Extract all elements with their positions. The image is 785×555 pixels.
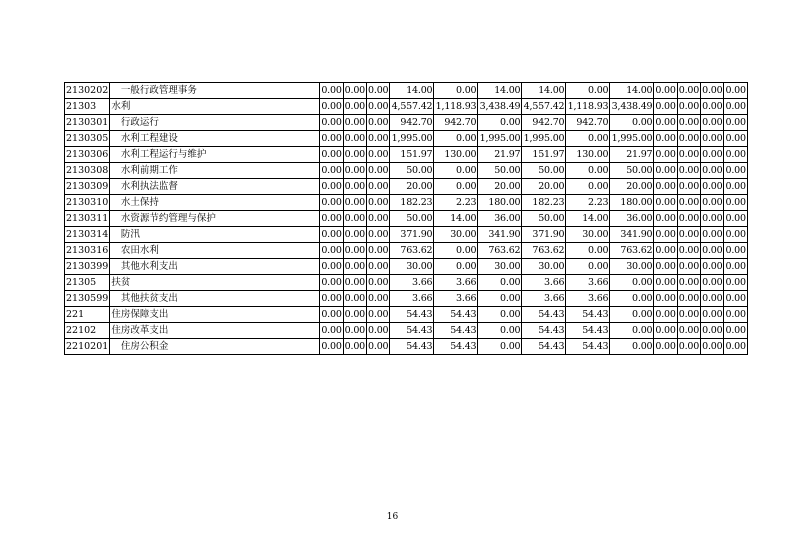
account-name-cell: 行政运行: [110, 115, 320, 131]
amount-cell: 0.00: [701, 291, 724, 307]
amount-cell: 0.00: [343, 147, 366, 163]
amount-cell: 0.00: [724, 83, 747, 99]
amount-cell: 0.00: [724, 179, 747, 195]
account-code-cell: 2130301: [65, 115, 110, 131]
amount-cell: 30.00: [522, 259, 566, 275]
amount-cell: 54.43: [522, 307, 566, 323]
amount-cell: 0.00: [701, 99, 724, 115]
amount-cell: 0.00: [343, 99, 366, 115]
amount-cell: 50.00: [478, 163, 522, 179]
account-name-cell: 其他扶贫支出: [110, 291, 320, 307]
amount-cell: 371.90: [390, 227, 434, 243]
account-code-cell: 2130314: [65, 227, 110, 243]
table-row: [65, 163, 748, 179]
amount-cell: 0.00: [724, 291, 747, 307]
amount-cell: 0.00: [367, 115, 390, 131]
amount-cell: 0.00: [701, 163, 724, 179]
table-row: [65, 291, 748, 307]
amount-cell: 0.00: [654, 163, 677, 179]
amount-cell: 0.00: [478, 307, 522, 323]
account-code-cell: 2130308: [65, 163, 110, 179]
amount-cell: 0.00: [434, 83, 478, 99]
amount-cell: 30.00: [434, 227, 478, 243]
amount-cell: 3.66: [566, 291, 610, 307]
amount-cell: 0.00: [677, 99, 700, 115]
amount-cell: 0.00: [677, 115, 700, 131]
amount-cell: 0.00: [320, 339, 343, 355]
amount-cell: 0.00: [320, 179, 343, 195]
amount-cell: 0.00: [677, 83, 700, 99]
amount-cell: 0.00: [724, 227, 747, 243]
amount-cell: 182.23: [522, 195, 566, 211]
amount-cell: 14.00: [566, 211, 610, 227]
account-code-cell: 21305: [65, 275, 110, 291]
amount-cell: 14.00: [478, 83, 522, 99]
amount-cell: 50.00: [390, 211, 434, 227]
amount-cell: 4,557.42: [390, 99, 434, 115]
amount-cell: 763.62: [522, 243, 566, 259]
account-name-cell: 住房改革支出: [110, 323, 320, 339]
amount-cell: 0.00: [367, 211, 390, 227]
amount-cell: 0.00: [367, 339, 390, 355]
amount-cell: 0.00: [478, 339, 522, 355]
amount-cell: 0.00: [478, 115, 522, 131]
amount-cell: 0.00: [724, 275, 747, 291]
amount-cell: 0.00: [701, 195, 724, 211]
amount-cell: 0.00: [677, 243, 700, 259]
amount-cell: 0.00: [320, 323, 343, 339]
amount-cell: 54.43: [434, 323, 478, 339]
amount-cell: 1,118.93: [566, 99, 610, 115]
amount-cell: 0.00: [320, 275, 343, 291]
amount-cell: 0.00: [677, 291, 700, 307]
amount-cell: 0.00: [320, 131, 343, 147]
amount-cell: 1,995.00: [610, 131, 654, 147]
amount-cell: 0.00: [677, 339, 700, 355]
account-code-cell: 2130306: [65, 147, 110, 163]
amount-cell: 0.00: [320, 259, 343, 275]
amount-cell: 0.00: [343, 323, 366, 339]
amount-cell: 0.00: [677, 131, 700, 147]
amount-cell: 21.97: [478, 147, 522, 163]
amount-cell: 0.00: [724, 339, 747, 355]
amount-cell: 0.00: [343, 195, 366, 211]
amount-cell: 0.00: [343, 179, 366, 195]
amount-cell: 3.66: [390, 275, 434, 291]
account-code-cell: 2130316: [65, 243, 110, 259]
amount-cell: 0.00: [367, 227, 390, 243]
amount-cell: 0.00: [434, 259, 478, 275]
account-name-cell: 防汛: [110, 227, 320, 243]
amount-cell: 0.00: [320, 211, 343, 227]
account-name-cell: 水利前期工作: [110, 163, 320, 179]
amount-cell: 0.00: [478, 275, 522, 291]
amount-cell: 3.66: [522, 291, 566, 307]
amount-cell: 0.00: [434, 131, 478, 147]
amount-cell: 0.00: [654, 227, 677, 243]
table-row: [65, 339, 748, 355]
account-code-cell: 2130309: [65, 179, 110, 195]
amount-cell: 0.00: [367, 163, 390, 179]
account-name-cell: 其他水利支出: [110, 259, 320, 275]
amount-cell: 36.00: [610, 211, 654, 227]
amount-cell: 0.00: [654, 83, 677, 99]
table-row: [65, 243, 748, 259]
amount-cell: 0.00: [610, 323, 654, 339]
amount-cell: 0.00: [610, 275, 654, 291]
amount-cell: 50.00: [522, 211, 566, 227]
amount-cell: 0.00: [701, 323, 724, 339]
amount-cell: 0.00: [677, 227, 700, 243]
account-name-cell: 住房公积金: [110, 339, 320, 355]
amount-cell: 0.00: [566, 83, 610, 99]
amount-cell: 0.00: [701, 275, 724, 291]
account-code-cell: 21303: [65, 99, 110, 115]
amount-cell: 0.00: [654, 195, 677, 211]
amount-cell: 341.90: [478, 227, 522, 243]
amount-cell: 3.66: [434, 275, 478, 291]
amount-cell: 0.00: [478, 323, 522, 339]
amount-cell: 0.00: [701, 83, 724, 99]
table-row: [65, 179, 748, 195]
amount-cell: 0.00: [367, 291, 390, 307]
amount-cell: 0.00: [367, 243, 390, 259]
amount-cell: 0.00: [724, 259, 747, 275]
account-name-cell: 住房保障支出: [110, 307, 320, 323]
amount-cell: 0.00: [701, 243, 724, 259]
amount-cell: 0.00: [320, 227, 343, 243]
amount-cell: 0.00: [343, 131, 366, 147]
amount-cell: 0.00: [654, 259, 677, 275]
amount-cell: 54.43: [522, 339, 566, 355]
account-code-cell: 2130310: [65, 195, 110, 211]
amount-cell: 30.00: [478, 259, 522, 275]
amount-cell: 0.00: [654, 323, 677, 339]
amount-cell: 0.00: [320, 307, 343, 323]
amount-cell: 0.00: [701, 259, 724, 275]
amount-cell: 1,995.00: [522, 131, 566, 147]
amount-cell: 763.62: [478, 243, 522, 259]
account-code-cell: 2210201: [65, 339, 110, 355]
amount-cell: 942.70: [390, 115, 434, 131]
amount-cell: 0.00: [367, 323, 390, 339]
amount-cell: 0.00: [566, 259, 610, 275]
amount-cell: 54.43: [390, 323, 434, 339]
account-name-cell: 水利工程建设: [110, 131, 320, 147]
amount-cell: 0.00: [701, 147, 724, 163]
table-row: [65, 115, 748, 131]
amount-cell: 0.00: [654, 99, 677, 115]
table-row: [65, 259, 748, 275]
page-number: 16: [386, 512, 399, 522]
account-name-cell: 水利工程运行与维护: [110, 147, 320, 163]
amount-cell: 1,118.93: [434, 99, 478, 115]
amount-cell: 0.00: [320, 147, 343, 163]
amount-cell: 0.00: [677, 195, 700, 211]
amount-cell: 14.00: [390, 83, 434, 99]
amount-cell: 182.23: [390, 195, 434, 211]
amount-cell: 3.66: [434, 291, 478, 307]
amount-cell: 14.00: [434, 211, 478, 227]
amount-cell: 0.00: [343, 163, 366, 179]
account-name-cell: 水资源节约管理与保护: [110, 211, 320, 227]
account-name-cell: 水利: [110, 99, 320, 115]
amount-cell: 14.00: [610, 83, 654, 99]
amount-cell: 54.43: [566, 307, 610, 323]
amount-cell: 0.00: [654, 131, 677, 147]
amount-cell: 54.43: [566, 323, 610, 339]
amount-cell: 0.00: [320, 83, 343, 99]
amount-cell: 0.00: [610, 291, 654, 307]
amount-cell: 0.00: [343, 307, 366, 323]
amount-cell: 0.00: [677, 179, 700, 195]
amount-cell: 20.00: [478, 179, 522, 195]
amount-cell: 36.00: [478, 211, 522, 227]
amount-cell: 54.43: [434, 307, 478, 323]
amount-cell: 0.00: [320, 243, 343, 259]
amount-cell: 942.70: [434, 115, 478, 131]
amount-cell: 54.43: [390, 307, 434, 323]
amount-cell: 0.00: [724, 323, 747, 339]
amount-cell: 0.00: [654, 307, 677, 323]
amount-cell: 0.00: [654, 147, 677, 163]
amount-cell: 0.00: [343, 339, 366, 355]
amount-cell: 371.90: [522, 227, 566, 243]
amount-cell: 0.00: [343, 211, 366, 227]
amount-cell: 0.00: [654, 211, 677, 227]
amount-cell: 0.00: [701, 339, 724, 355]
table-row: [65, 275, 748, 291]
amount-cell: 0.00: [677, 211, 700, 227]
amount-cell: 50.00: [390, 163, 434, 179]
amount-cell: 0.00: [478, 291, 522, 307]
amount-cell: 0.00: [320, 99, 343, 115]
amount-cell: 130.00: [434, 147, 478, 163]
table-row: [65, 227, 748, 243]
amount-cell: 0.00: [343, 83, 366, 99]
amount-cell: 0.00: [343, 115, 366, 131]
amount-cell: 0.00: [367, 147, 390, 163]
amount-cell: 0.00: [724, 243, 747, 259]
amount-cell: 0.00: [434, 179, 478, 195]
amount-cell: 0.00: [610, 339, 654, 355]
amount-cell: 0.00: [654, 339, 677, 355]
table-row: [65, 211, 748, 227]
amount-cell: 0.00: [677, 163, 700, 179]
account-name-cell: 农田水利: [110, 243, 320, 259]
amount-cell: 0.00: [367, 195, 390, 211]
account-code-cell: 2130202: [65, 83, 110, 99]
amount-cell: 3.66: [390, 291, 434, 307]
amount-cell: 54.43: [390, 339, 434, 355]
amount-cell: 0.00: [343, 259, 366, 275]
amount-cell: 0.00: [566, 131, 610, 147]
account-code-cell: 2130305: [65, 131, 110, 147]
amount-cell: 50.00: [522, 163, 566, 179]
amount-cell: 20.00: [610, 179, 654, 195]
amount-cell: 0.00: [654, 243, 677, 259]
amount-cell: 0.00: [724, 131, 747, 147]
amount-cell: 3.66: [522, 275, 566, 291]
amount-cell: 0.00: [724, 211, 747, 227]
amount-cell: 30.00: [566, 227, 610, 243]
account-name-cell: 一般行政管理事务: [110, 83, 320, 99]
amount-cell: 30.00: [610, 259, 654, 275]
amount-cell: 0.00: [724, 307, 747, 323]
amount-cell: 0.00: [367, 275, 390, 291]
amount-cell: 0.00: [566, 243, 610, 259]
amount-cell: 54.43: [522, 323, 566, 339]
amount-cell: 942.70: [566, 115, 610, 131]
amount-cell: 0.00: [677, 275, 700, 291]
amount-cell: 0.00: [701, 115, 724, 131]
amount-cell: 0.00: [724, 147, 747, 163]
amount-cell: 0.00: [320, 195, 343, 211]
amount-cell: 763.62: [390, 243, 434, 259]
amount-cell: 0.00: [367, 131, 390, 147]
amount-cell: 0.00: [320, 115, 343, 131]
amount-cell: 341.90: [610, 227, 654, 243]
amount-cell: 0.00: [434, 163, 478, 179]
table-row: [65, 131, 748, 147]
amount-cell: 0.00: [654, 179, 677, 195]
amount-cell: 0.00: [367, 259, 390, 275]
amount-cell: 0.00: [701, 307, 724, 323]
amount-cell: 942.70: [522, 115, 566, 131]
table-row: [65, 323, 748, 339]
amount-cell: 0.00: [724, 99, 747, 115]
amount-cell: 0.00: [654, 291, 677, 307]
amount-cell: 0.00: [701, 227, 724, 243]
budget-table: [64, 82, 748, 355]
amount-cell: 0.00: [654, 275, 677, 291]
amount-cell: 0.00: [724, 115, 747, 131]
amount-cell: 54.43: [434, 339, 478, 355]
amount-cell: 0.00: [367, 307, 390, 323]
amount-cell: 3.66: [566, 275, 610, 291]
amount-cell: 0.00: [724, 195, 747, 211]
amount-cell: 0.00: [677, 147, 700, 163]
amount-cell: 0.00: [343, 227, 366, 243]
amount-cell: 0.00: [701, 179, 724, 195]
amount-cell: 30.00: [390, 259, 434, 275]
account-code-cell: 2130599: [65, 291, 110, 307]
amount-cell: 0.00: [677, 323, 700, 339]
table-row: [65, 307, 748, 323]
amount-cell: 0.00: [566, 163, 610, 179]
amount-cell: 0.00: [367, 83, 390, 99]
amount-cell: 0.00: [343, 243, 366, 259]
account-code-cell: 22102: [65, 323, 110, 339]
amount-cell: 4,557.42: [522, 99, 566, 115]
table-row: [65, 195, 748, 211]
amount-cell: 151.97: [390, 147, 434, 163]
table-row: [65, 83, 748, 99]
account-name-cell: 水土保持: [110, 195, 320, 211]
amount-cell: 0.00: [677, 259, 700, 275]
account-code-cell: 2130311: [65, 211, 110, 227]
amount-cell: 130.00: [566, 147, 610, 163]
amount-cell: 14.00: [522, 83, 566, 99]
amount-cell: 3,438.49: [610, 99, 654, 115]
account-name-cell: 水利执法监督: [110, 179, 320, 195]
amount-cell: 0.00: [701, 131, 724, 147]
amount-cell: 21.97: [610, 147, 654, 163]
amount-cell: 20.00: [522, 179, 566, 195]
amount-cell: 0.00: [610, 307, 654, 323]
amount-cell: 0.00: [677, 307, 700, 323]
amount-cell: 1,995.00: [478, 131, 522, 147]
amount-cell: 0.00: [701, 211, 724, 227]
amount-cell: 54.43: [566, 339, 610, 355]
amount-cell: 180.00: [610, 195, 654, 211]
amount-cell: 0.00: [724, 163, 747, 179]
amount-cell: 50.00: [610, 163, 654, 179]
amount-cell: 0.00: [367, 179, 390, 195]
account-code-cell: 221: [65, 307, 110, 323]
amount-cell: 0.00: [343, 291, 366, 307]
amount-cell: 0.00: [320, 163, 343, 179]
table-row: [65, 99, 748, 115]
table-row: [65, 147, 748, 163]
amount-cell: 0.00: [654, 115, 677, 131]
amount-cell: 20.00: [390, 179, 434, 195]
amount-cell: 180.00: [478, 195, 522, 211]
amount-cell: 0.00: [566, 179, 610, 195]
amount-cell: 2.23: [434, 195, 478, 211]
amount-cell: 0.00: [367, 99, 390, 115]
account-name-cell: 扶贫: [110, 275, 320, 291]
amount-cell: 0.00: [343, 275, 366, 291]
account-code-cell: 2130399: [65, 259, 110, 275]
amount-cell: 151.97: [522, 147, 566, 163]
amount-cell: 0.00: [320, 291, 343, 307]
amount-cell: 3,438.49: [478, 99, 522, 115]
amount-cell: 0.00: [610, 115, 654, 131]
amount-cell: 763.62: [610, 243, 654, 259]
amount-cell: 2.23: [566, 195, 610, 211]
amount-cell: 0.00: [434, 243, 478, 259]
amount-cell: 1,995.00: [390, 131, 434, 147]
